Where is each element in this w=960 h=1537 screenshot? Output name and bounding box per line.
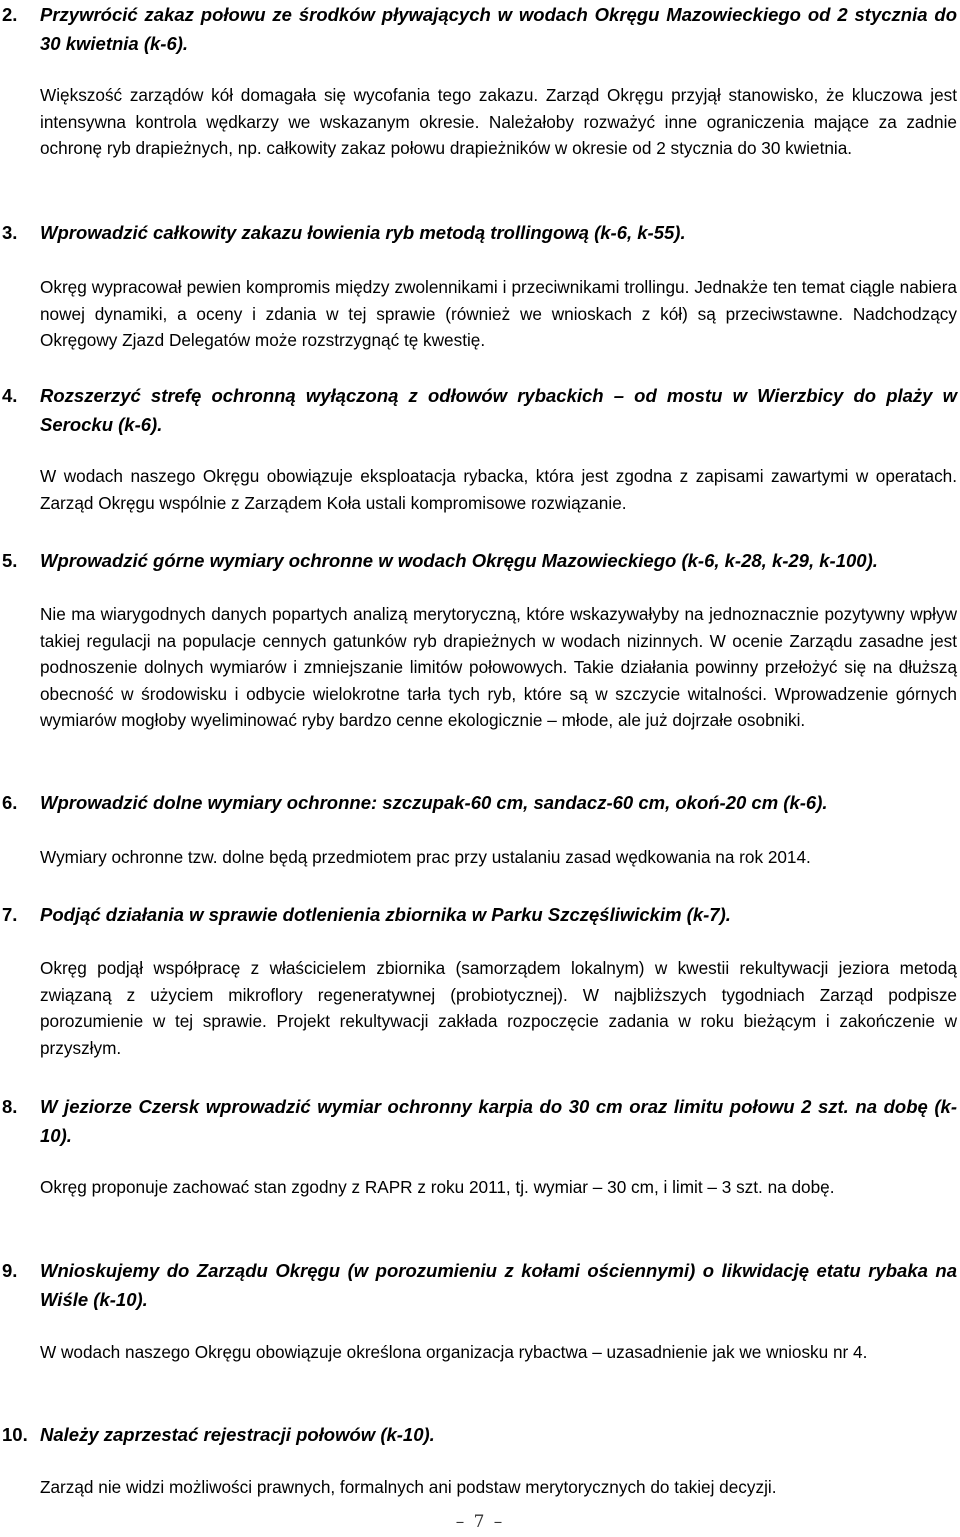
page-number: – 7 – — [455, 1512, 505, 1532]
item-body: W wodach naszego Okręgu obowiązuje określona organizacja rybactwa – uzasadnienie jak we wniosku nr 4. — [40, 1342, 868, 1362]
item-body: Okręg podjął współpracę z właścicielem zbiornika (samorządem lokalnym) w kwestii rekultywacji jeziora metodą związaną z użyciem mikroflory regeneratywnej (probiotycznej). W najbliższych tygodniach Zarząd podpisze porozumienie w tej sprawie. Projekt rekultywacji zakłada rozpoczęcie zadania w roku bieżącym i zakończenie w przyszłym. — [40, 958, 957, 1058]
item-number: 8. — [2, 1096, 18, 1117]
item-heading: W jeziorze Czersk wprowadzić wymiar ochronny karpia do 30 cm oraz limitu połowu 2 szt. na dobę (k-10). — [40, 1096, 957, 1146]
item-body: Zarząd nie widzi możliwości prawnych, formalnych ani podstaw merytorycznych do takiej decyzji. — [40, 1477, 777, 1497]
item-number: 5. — [2, 550, 18, 571]
item-heading: Wnioskujemy do Zarządu Okręgu (w porozumieniu z kołami ościennymi) o likwidację etatu rybaka na Wiśle (k-10). — [40, 1260, 957, 1310]
item-body: Większość zarządów kół domagała się wycofania tego zakazu. Zarząd Okręgu przyjął stanowisko, że kluczowa jest intensywna kontrola wędkarzy we wskazanym okresie. Należałoby rozważyć inne ograniczenia mające za zadnie ochronę ryb drapieżnych, np. całkowity zakaz połowu drapieżników w okresie od 2 stycznia do 30 kwietnia. — [40, 85, 957, 158]
item-number: 7. — [2, 904, 18, 925]
item-number: 2. — [2, 4, 18, 25]
item-body: W wodach naszego Okręgu obowiązuje eksploatacja rybacka, która jest zgodna z zapisami zawartymi w operatach. Zarząd Okręgu wspólnie z Zarządem Koła ustali kompromisowe rozwiązanie. — [40, 466, 957, 513]
item-heading: Podjąć działania w sprawie dotlenienia zbiornika w Parku Szczęśliwickim (k-7). — [40, 904, 731, 925]
item-body: Okręg proponuje zachować stan zgodny z RAPR z roku 2011, tj. wymiar – 30 cm, i limit – 3 szt. na dobę. — [40, 1177, 835, 1197]
item-heading: Należy zaprzestać rejestracji połowów (k-10). — [40, 1424, 435, 1445]
item-body: Okręg wypracował pewien kompromis między zwolennikami i przeciwnikami trollingu. Jednakże ten temat ciągle nabiera nowej dynamiki, a oceny i zdania w tej sprawie (również we wnioskach z kół) są przeciwstawne. Nadchodzący Okręgowy Zjazd Delegatów może rozstrzygnąć tę kwestię. — [40, 277, 957, 350]
item-heading: Wprowadzić całkowity zakazu łowienia ryb metodą trollingową (k-6, k-55). — [40, 222, 686, 243]
item-body: Nie ma wiarygodnych danych popartych analizą merytoryczną, które wskazywałyby na jednoznacznie pozytywny wpływ takiej regulacji na populacje cennych gatunków ryb drapieżnych w wodach nizinnych. W ocenie Zarządu zasadne jest podnoszenie dolnych wymiarów i zmniejszanie limitów połowowych. Takie działania powinny przełożyć się na dłuższą obecność w środowisku i odbycie wielokrotne tarła tych ryb, które są w szczycie witalności. Wprowadzenie górnych wymiarów mogłoby wyeliminować ryby bardzo cenne ekologicznie – młode, ale już dojrzałe osobniki. — [40, 604, 957, 730]
item-body: Wymiary ochronne tzw. dolne będą przedmiotem prac przy ustalaniu zasad wędkowania na rok 2014. — [40, 847, 811, 867]
item-number: 6. — [2, 792, 18, 813]
item-heading: Rozszerzyć strefę ochronną wyłączoną z odłowów rybackich – od mostu w Wierzbicy do plaży w Serocku (k-6). — [40, 385, 957, 435]
item-number: 4. — [2, 385, 18, 406]
item-number: 10. — [2, 1424, 28, 1445]
item-heading: Wprowadzić górne wymiary ochronne w wodach Okręgu Mazowieckiego (k-6, k-28, k-29, k-100). — [40, 550, 878, 571]
item-number: 9. — [2, 1260, 18, 1281]
item-number: 3. — [2, 222, 18, 243]
item-heading: Przywrócić zakaz połowu ze środków pływających w wodach Okręgu Mazowieckiego od 2 stycznia do 30 kwietnia (k-6). — [40, 4, 957, 54]
item-heading: Wprowadzić dolne wymiary ochronne: szczupak-60 cm, sandacz-60 cm, okoń-20 cm (k-6). — [40, 792, 828, 813]
